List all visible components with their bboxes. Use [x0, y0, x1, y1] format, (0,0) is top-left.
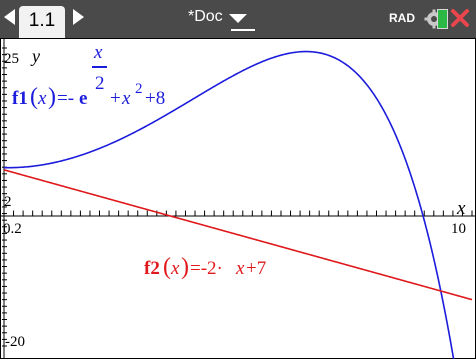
y-axis-label: y	[32, 46, 40, 66]
f1-x2-var: x	[122, 88, 131, 109]
xmax-tick-label: 10	[451, 221, 466, 237]
f1-plus: +	[110, 88, 121, 109]
close-icon[interactable]	[449, 7, 471, 29]
page-tab[interactable]	[19, 6, 65, 38]
f2-name: f2	[144, 258, 160, 279]
xmin-tick-label: 0.2	[3, 221, 22, 237]
document-title[interactable]	[188, 8, 247, 26]
battery-icon	[437, 9, 448, 29]
y-small-tick-label: 2	[4, 194, 12, 210]
f2-tail: +7	[246, 258, 267, 279]
f1-tail: +8	[145, 88, 166, 109]
f2-rparen: )	[181, 254, 189, 280]
title-bar	[0, 0, 476, 38]
f1-frac-den: 2	[95, 73, 105, 94]
f1-frac-num: x	[94, 42, 103, 63]
f2-x-var: x	[236, 258, 245, 279]
f1-var: x	[38, 88, 47, 109]
f1-equals: =-	[57, 88, 75, 109]
f2-label[interactable]	[144, 254, 266, 280]
graph-area[interactable]	[0, 38, 476, 359]
document-title-label: *Doc	[188, 8, 223, 25]
f1-lparen: (	[30, 84, 38, 110]
f2-var: x	[171, 258, 180, 279]
angle-mode-indicator: RAD	[389, 11, 415, 25]
ymin-tick-label: -20	[5, 334, 25, 350]
f2-equals: =-2·	[190, 258, 223, 279]
chevron-underline	[231, 29, 255, 31]
f1-x2-exp: 2	[135, 81, 143, 97]
right-arrow-icon[interactable]	[73, 9, 84, 25]
ymax-tick-label: 25	[4, 51, 19, 67]
chevron-down-icon[interactable]	[229, 14, 247, 23]
left-arrow-icon[interactable]	[4, 9, 15, 25]
f1-name: f1	[12, 88, 28, 109]
f2-lparen: (	[163, 254, 171, 280]
graph-frame	[1, 39, 476, 359]
f1-e: e	[79, 88, 88, 109]
f1-rparen: )	[48, 84, 56, 110]
x-axis-label: x	[457, 198, 466, 219]
page-tab-label: 1.1	[28, 10, 56, 31]
